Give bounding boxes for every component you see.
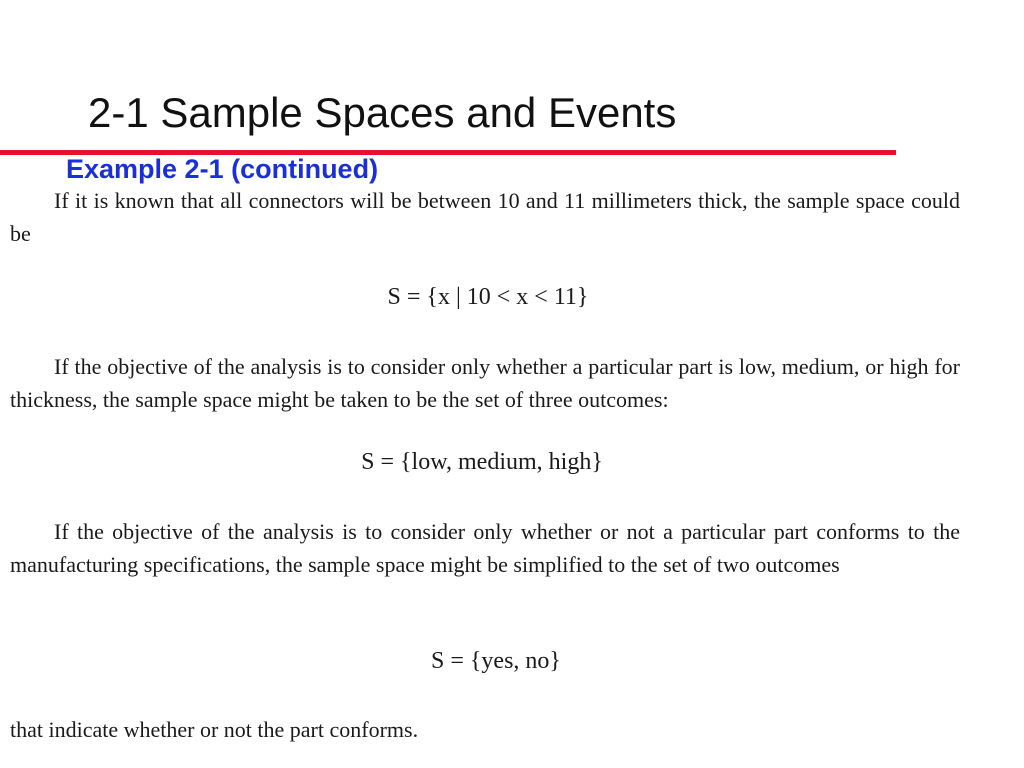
paragraph-conformance	[10, 515, 960, 581]
paragraph-text: If the objective of the analysis is to consider only whether a particular part is low, medium, or high for thickness, the sample space might be taken to be the set of three outcomes:	[10, 354, 960, 412]
equation-two-outcomes: S = {yes, no}	[431, 648, 561, 674]
slide-title: 2-1 Sample Spaces and Events	[88, 89, 677, 136]
paragraph-closing: that indicate whether or not the part conforms.	[10, 717, 419, 742]
example-heading: Example 2-1 (continued)	[66, 154, 379, 184]
paragraph-text: If the objective of the analysis is to consider only whether or not a particular part conforms to the manufacturing specifications, the sample space might be simplified to the set of two outcomes	[10, 519, 960, 577]
paragraph-low-medium-high	[10, 350, 960, 416]
paragraph-text: If it is known that all connectors will be between 10 and 11 millimeters thick, the sample space could be	[10, 188, 960, 246]
equation-continuous-sample-space: S = {x | 10 < x < 11}	[387, 284, 589, 310]
paragraph-connectors-thickness	[10, 184, 960, 250]
equation-three-outcomes: S = {low, medium, high}	[361, 449, 603, 475]
